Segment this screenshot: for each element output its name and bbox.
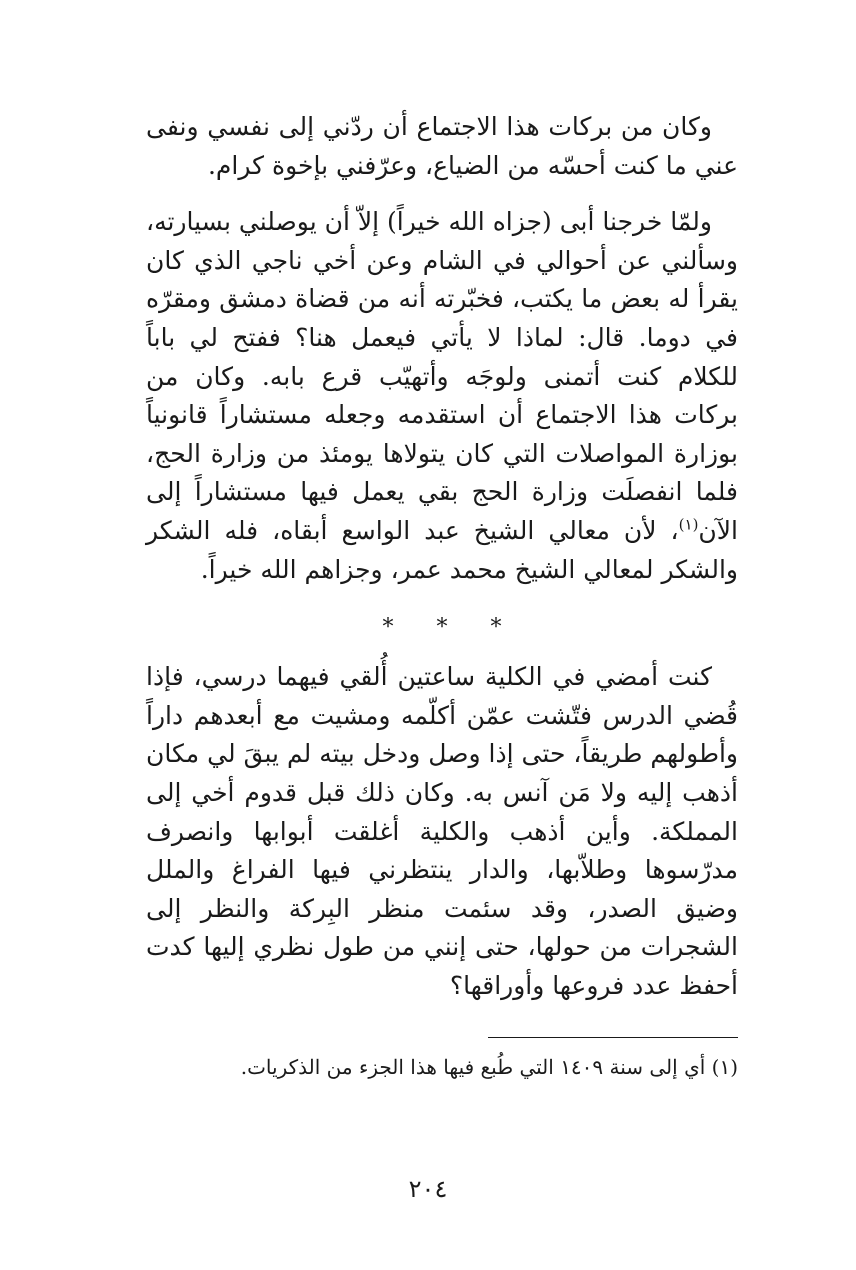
paragraph-2-text-b: ، لأن معالي الشيخ عبد الواسع أبقاه، فله الشكر والشكر لمعالي الشيخ محمد عمر، وجزاهم الله خيراً.	[146, 515, 738, 584]
paragraph-2-text-a: ولمّا خرجنا أبى (جزاه الله خيراً) إلاّ أن يوصلني بسيارته، وسألني عن أحوالي في الشام وعن أخي ناجي الذي كان يقرأ له بعض ما يكتب، فخبّرته أنه من قضاة دمشق ومقرّه في دوما. قال: لماذا لا يأتي فيعمل هنا؟ ففتح لي باباً للكلام كنت أتمنى ولوجَه وأتهيّب قرع بابه. وكان من بركات هذا الاجتماع أن استقدمه وجعله مستشاراً قانونياً بوزارة المواصلات التي كان يتولاها يومئذ من وزارة الحج، فلما انفصلَت وزارة الحج بقي يعمل فيها مستشاراً إلى الآن	[146, 207, 738, 545]
paragraph-2	[146, 203, 738, 589]
footnote-divider	[488, 1037, 738, 1038]
footnote: (١) أي إلى سنة ١٤٠٩ التي طُبع فيها هذا الجزء من الذكريات.	[240, 1055, 738, 1080]
page-body	[146, 108, 738, 1082]
footnote-reference[interactable]: (١)	[678, 515, 699, 534]
section-separator: * * *	[382, 615, 520, 641]
page-number: ٢٠٤	[408, 1175, 448, 1203]
paragraph-3: كنت أمضي في الكلية ساعتين أُلقي فيهما درسي، فإذا قُضي الدرس فتّشت عمّن أكلّمه ومشيت مع أبعدهم داراً وأطولهم طريقاً، حتى إذا وصل ودخل بيته لم يبقَ لي مكان أذهب إليه ولا مَن آنس به. وكان ذلك قبل قدوم أخي إلى المملكة. وأين أذهب والكلية أغلقت أبوابها وانصرف مدرّسوها وطلاّبها، والدار ينتظرني فيها الفراغ والملل وضيق الصدر، وقد سئمت منظر البِركة والنظر إلى الشجرات من حولها، حتى إنني من طول نظري إليها كدت أحفظ عدد فروعها وأوراقها؟	[146, 662, 738, 1000]
paragraph-1: وكان من بركات هذا الاجتماع أن ردّني إلى نفسي ونفى عني ما كنت أحسّه من الضياع، وعرّفني بإخوة كرام.	[146, 112, 738, 180]
